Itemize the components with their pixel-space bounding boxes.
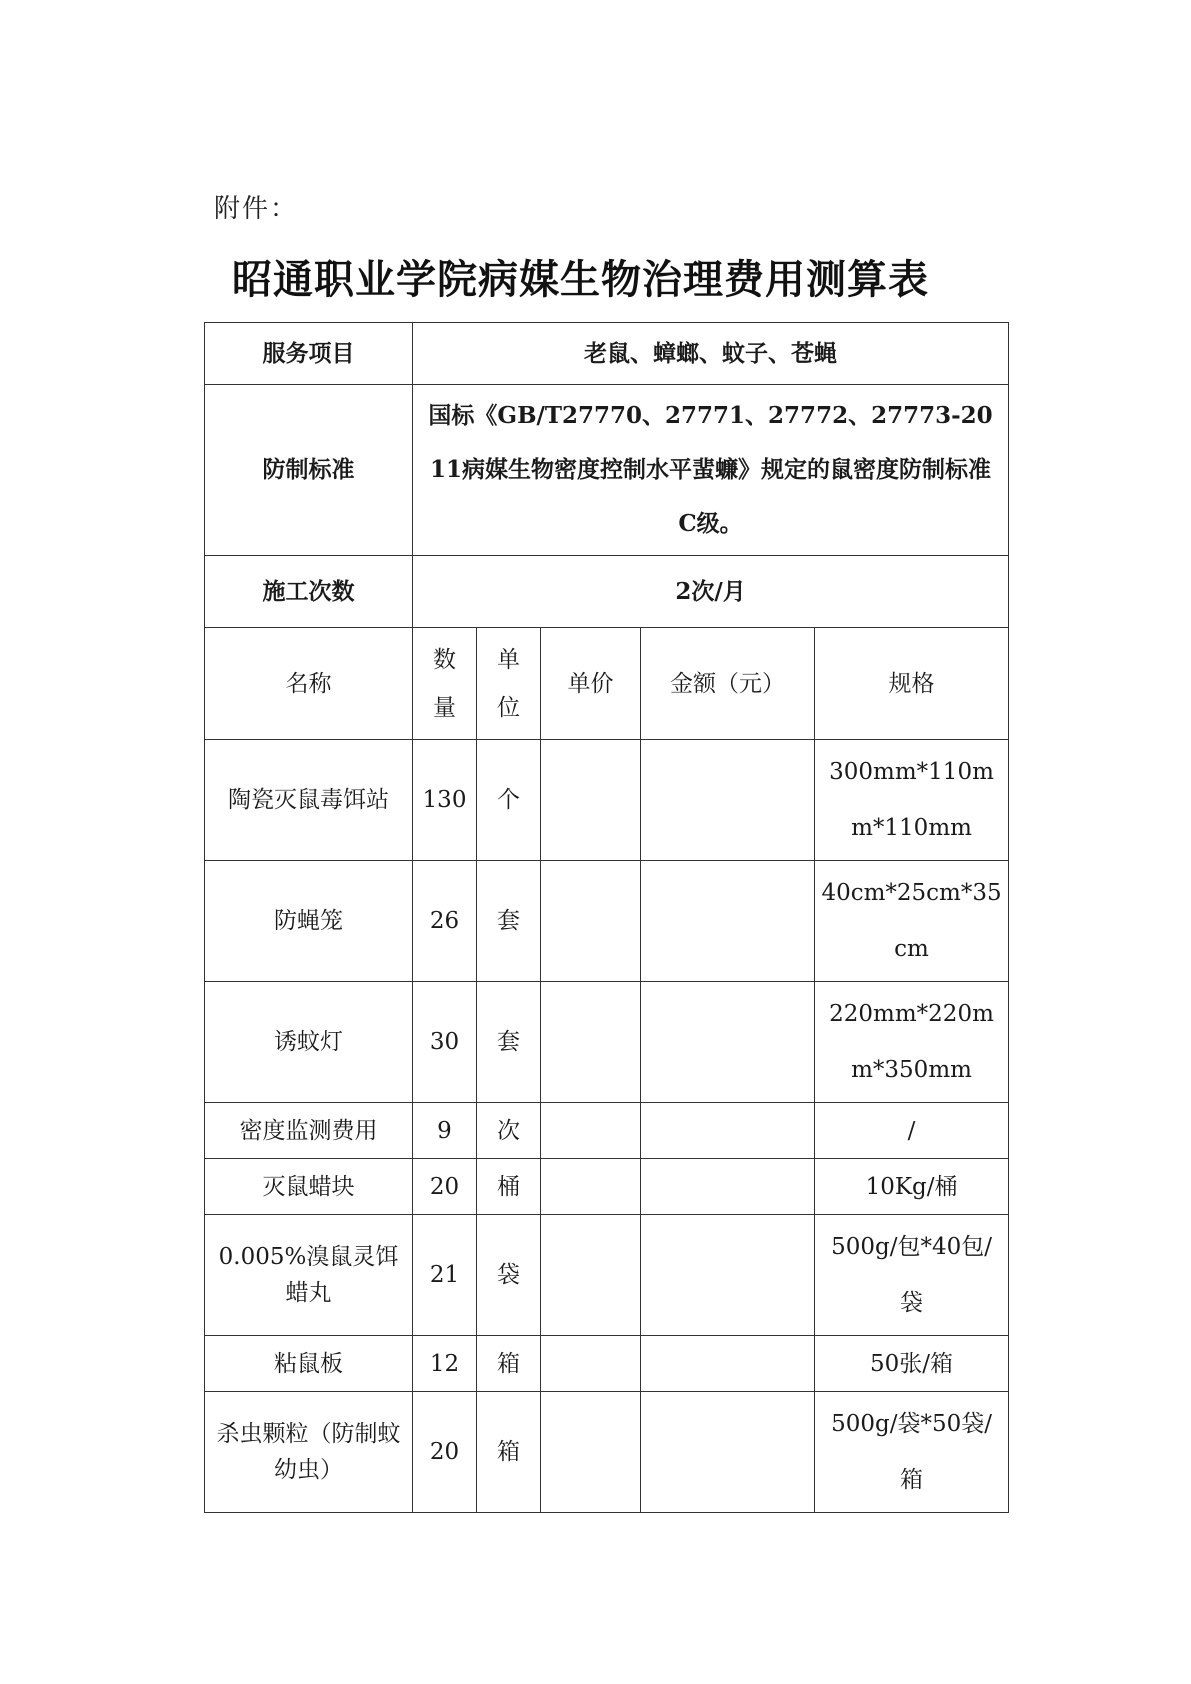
item-qty: 26 <box>413 861 477 982</box>
col-amount-header: 金额（元） <box>641 628 815 740</box>
col-name-header: 名称 <box>205 628 413 740</box>
col-qty-header <box>413 628 477 740</box>
item-price <box>541 740 641 861</box>
item-spec: 220mm*220mm*350mm <box>815 982 1009 1103</box>
col-price-header: 单价 <box>541 628 641 740</box>
table-row <box>205 982 1009 1103</box>
col-unit-header-char-2: 位 <box>497 694 520 721</box>
item-amount <box>641 1392 815 1513</box>
item-name: 诱蚊灯 <box>205 982 413 1103</box>
item-amount <box>641 1103 815 1159</box>
item-amount <box>641 982 815 1103</box>
control-standard-label: 防制标准 <box>205 385 413 556</box>
item-spec: 10Kg/桶 <box>815 1159 1009 1215</box>
item-spec: 300mm*110mm*110mm <box>815 740 1009 861</box>
column-header-row <box>205 628 1009 740</box>
item-unit: 套 <box>477 861 541 982</box>
item-spec: / <box>815 1103 1009 1159</box>
table-row <box>205 1392 1009 1513</box>
col-unit-header-char-1: 单 <box>497 646 520 673</box>
control-standard-value: 国标《GB/T27770、27771、27772、27773-2011病媒生物密度控制水平蜚蠊》规定的鼠密度防制标准C级。 <box>413 385 1009 556</box>
service-items-label: 服务项目 <box>205 323 413 385</box>
item-amount <box>641 861 815 982</box>
item-price <box>541 1336 641 1392</box>
table-row <box>205 1215 1009 1336</box>
item-name: 防蝇笼 <box>205 861 413 982</box>
item-spec: 500g/包*40包/袋 <box>815 1215 1009 1336</box>
item-spec: 500g/袋*50袋/箱 <box>815 1392 1009 1513</box>
item-amount <box>641 1215 815 1336</box>
item-unit: 套 <box>477 982 541 1103</box>
item-price <box>541 1159 641 1215</box>
attachment-label: 附件： <box>214 194 299 224</box>
frequency-row <box>205 556 1009 628</box>
item-qty: 130 <box>413 740 477 861</box>
item-unit: 箱 <box>477 1336 541 1392</box>
item-unit: 次 <box>477 1103 541 1159</box>
table-row <box>205 1336 1009 1392</box>
item-name: 杀虫颗粒（防制蚊幼虫） <box>205 1392 413 1513</box>
service-items-row <box>205 323 1009 385</box>
item-name: 灭鼠蜡块 <box>205 1159 413 1215</box>
item-unit: 箱 <box>477 1392 541 1513</box>
item-price <box>541 982 641 1103</box>
item-spec: 40cm*25cm*35cm <box>815 861 1009 982</box>
item-qty: 9 <box>413 1103 477 1159</box>
item-amount <box>641 1159 815 1215</box>
document-title: 昭通职业学院病媒生物治理费用测算表 <box>232 257 929 303</box>
item-spec: 50张/箱 <box>815 1336 1009 1392</box>
item-unit: 袋 <box>477 1215 541 1336</box>
control-standard-row <box>205 385 1009 556</box>
cost-estimate-table <box>204 322 1009 1513</box>
item-qty: 21 <box>413 1215 477 1336</box>
item-amount <box>641 740 815 861</box>
item-qty: 20 <box>413 1392 477 1513</box>
item-price <box>541 1392 641 1513</box>
item-qty: 30 <box>413 982 477 1103</box>
item-price <box>541 1103 641 1159</box>
item-name: 粘鼠板 <box>205 1336 413 1392</box>
item-amount <box>641 1336 815 1392</box>
item-unit: 桶 <box>477 1159 541 1215</box>
col-qty-header-char-2: 量 <box>433 694 456 721</box>
item-qty: 12 <box>413 1336 477 1392</box>
frequency-value: 2次/月 <box>413 556 1009 628</box>
item-price <box>541 861 641 982</box>
item-name: 0.005%溴鼠灵饵蜡丸 <box>205 1215 413 1336</box>
table-row <box>205 1103 1009 1159</box>
item-unit: 个 <box>477 740 541 861</box>
service-items-value: 老鼠、蟑螂、蚊子、苍蝇 <box>413 323 1009 385</box>
table-row <box>205 1159 1009 1215</box>
item-qty: 20 <box>413 1159 477 1215</box>
col-qty-header-char-1: 数 <box>433 646 456 673</box>
item-price <box>541 1215 641 1336</box>
col-spec-header: 规格 <box>815 628 1009 740</box>
table-row <box>205 861 1009 982</box>
frequency-label: 施工次数 <box>205 556 413 628</box>
col-unit-header <box>477 628 541 740</box>
item-name: 密度监测费用 <box>205 1103 413 1159</box>
item-name: 陶瓷灭鼠毒饵站 <box>205 740 413 861</box>
table-row <box>205 740 1009 861</box>
